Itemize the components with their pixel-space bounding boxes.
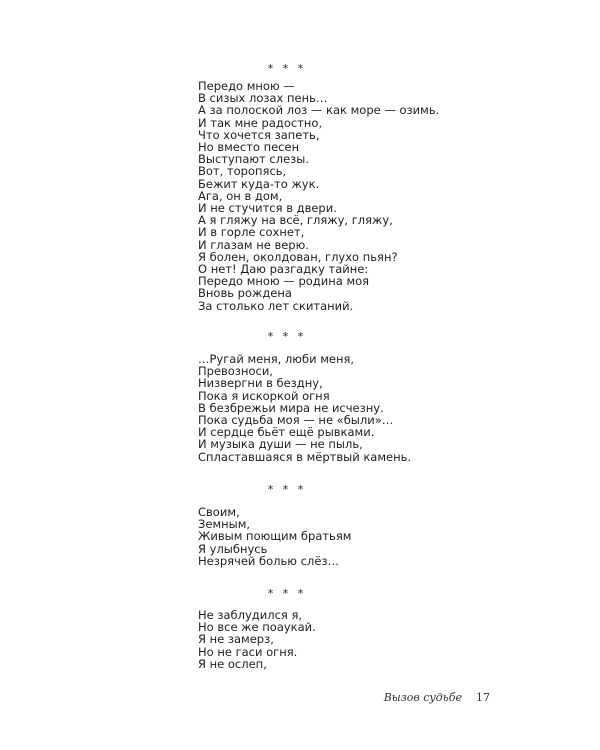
poem-line: Передо мною — родина моя bbox=[198, 274, 370, 289]
poem-line: Не заблудился я, bbox=[198, 608, 303, 622]
poem-line: И не стучится в двери. bbox=[198, 201, 337, 216]
poem-line: Низвергни в бездну, bbox=[198, 376, 323, 391]
poem-line: Я болен, околдован, глухо пьян? bbox=[198, 249, 398, 264]
poem-3 bbox=[198, 506, 518, 567]
poem-line: А я гляжу на всё, гляжу, гляжу, bbox=[198, 213, 393, 228]
poem-line: Живым поющим братьям bbox=[198, 529, 352, 544]
poem-line: И глазам не верю. bbox=[198, 237, 309, 252]
poem-line: Выступают слезы. bbox=[198, 152, 309, 167]
poem-line: А за полоской лоз — как море — озимь. bbox=[198, 103, 440, 118]
poem-line: В безбрежьи мира не исчезну. bbox=[198, 400, 384, 415]
poem-line: Вновь рождена bbox=[198, 286, 292, 301]
poem-line: Спластавшаяся в мёртвый камень. bbox=[198, 449, 412, 464]
poem-line: Но не гаси огня. bbox=[198, 644, 298, 659]
poem-line: Своим, bbox=[198, 505, 240, 519]
poem-line: О нет! Даю разгадку тайне: bbox=[198, 262, 369, 277]
poem-line: Что хочется запеть, bbox=[198, 127, 320, 142]
running-title: Вызов судьбе bbox=[383, 691, 462, 704]
poem-line: …Ругай меня, люби меня, bbox=[198, 352, 355, 366]
section-divider: * * * bbox=[267, 330, 307, 343]
poem-line: Земным, bbox=[198, 517, 251, 532]
poem-line: Передо мною — bbox=[198, 79, 295, 93]
poem-line: Я улыбнусь bbox=[198, 541, 268, 556]
section-divider: * * * bbox=[267, 62, 307, 75]
poem-line: Я не замерз, bbox=[198, 632, 274, 647]
poem-line: Вот, торопясь, bbox=[198, 164, 287, 179]
page-number: 17 bbox=[476, 691, 490, 704]
page-footer bbox=[360, 691, 490, 704]
poem-line: И музыка души — не пыль, bbox=[198, 437, 363, 452]
poem-line: Незрячей болью слёз… bbox=[198, 553, 340, 568]
poem-line: Ага, он в дом, bbox=[198, 188, 283, 203]
poem-line: Но все же поаукай. bbox=[198, 620, 316, 635]
poem-1 bbox=[198, 80, 518, 312]
section-divider: * * * bbox=[267, 483, 307, 496]
poem-line: За столько лет скитаний. bbox=[198, 298, 354, 313]
poem-line: И так мне радостно, bbox=[198, 115, 323, 130]
poem-line: В сизых лозах пень… bbox=[198, 91, 328, 106]
poem-2 bbox=[198, 353, 518, 463]
section-divider: * * * bbox=[267, 587, 307, 600]
poem-line: Бежит куда-то жук. bbox=[198, 176, 320, 191]
poem-4 bbox=[198, 609, 518, 670]
poem-line: Превозноси, bbox=[198, 364, 273, 379]
poem-line: И в горле сохнет, bbox=[198, 225, 305, 240]
poem-line: Пока я искоркой огня bbox=[198, 388, 330, 403]
poem-line: Пока судьба моя — не «были»… bbox=[198, 413, 394, 428]
poem-line: Я не ослеп, bbox=[198, 656, 267, 671]
poem-line: И сердце бьёт ещё рывками. bbox=[198, 425, 375, 440]
poem-line: Но вместо песен bbox=[198, 140, 300, 155]
